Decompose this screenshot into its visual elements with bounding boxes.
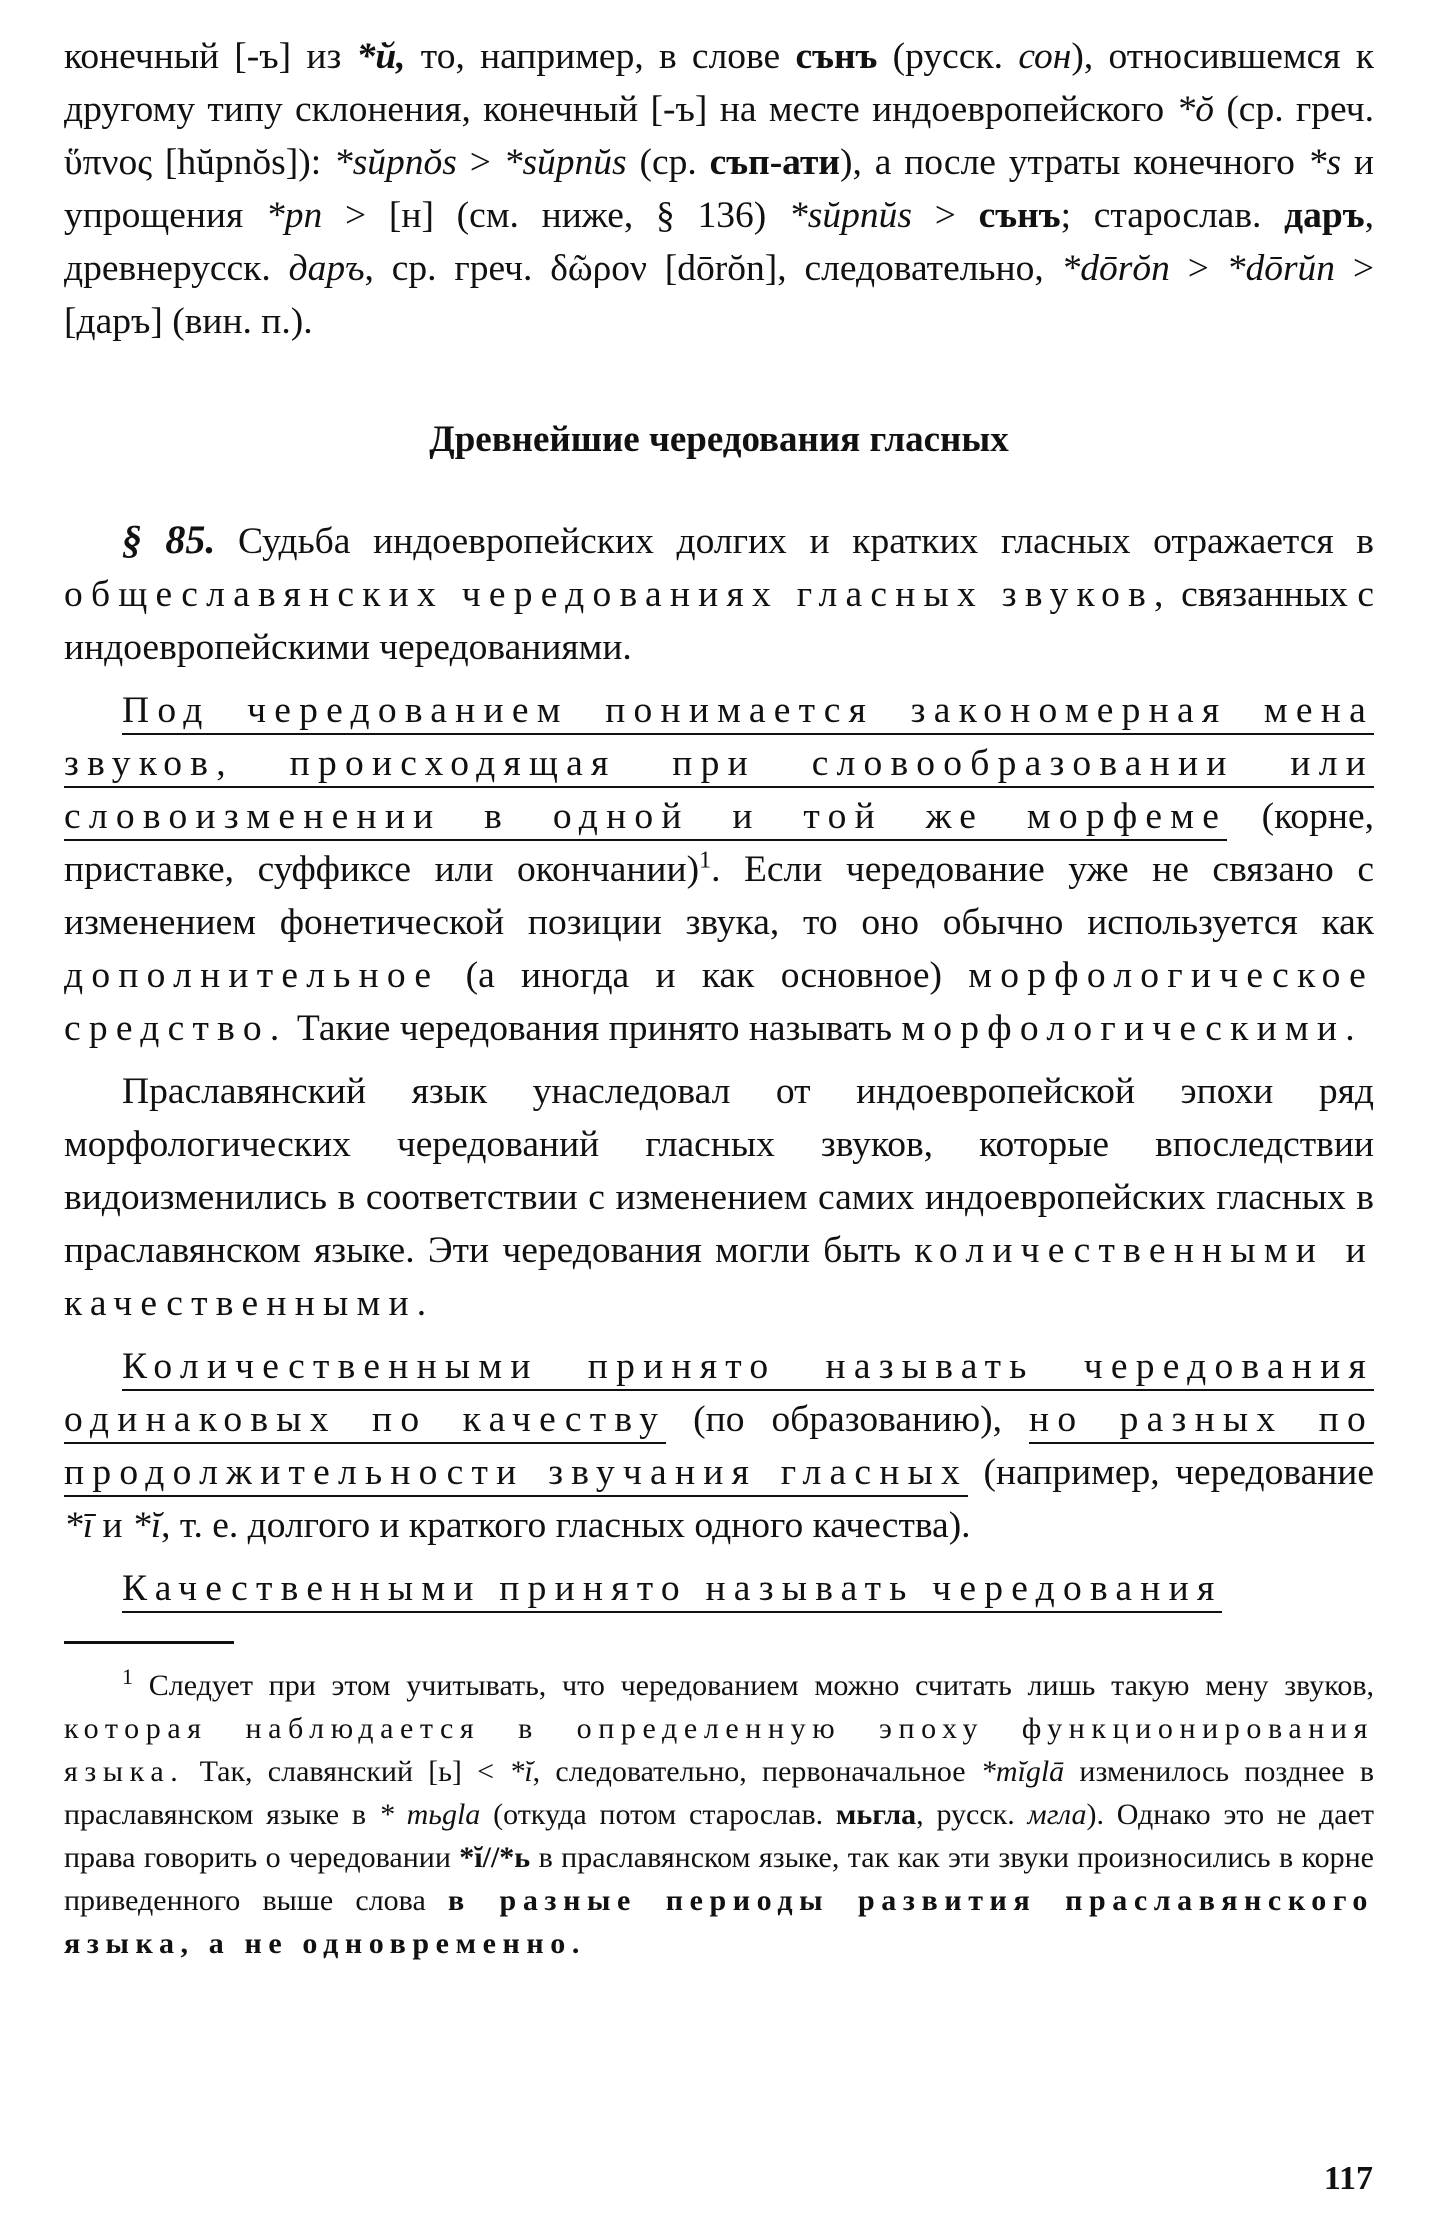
old-slavonic-word: сънъ bbox=[978, 195, 1061, 236]
text-run: *sŭpnŏs bbox=[333, 142, 457, 183]
text-run: (по образованию), bbox=[666, 1399, 1030, 1440]
text-run: Судьба индоевропейских долгих и кратких гласных отражается в bbox=[215, 521, 1375, 562]
spaced-emphasis: которая наблюдается в определенную эпоху функционирования языка. bbox=[64, 1712, 1374, 1788]
text-run: мгла bbox=[1027, 1798, 1087, 1831]
text-run: > bbox=[911, 195, 979, 236]
spaced-emphasis: общеславянских чередованиях гласных звуков, bbox=[64, 574, 1172, 615]
text-run: *й, bbox=[356, 36, 406, 77]
text-run: и упрощения bbox=[64, 142, 1374, 236]
text-run: Так, славянский [ь] < bbox=[184, 1755, 510, 1788]
text-run: *ĭ//*ь bbox=[459, 1841, 531, 1874]
text-run: , древнерусск. bbox=[64, 195, 1374, 289]
spaced-emphasis: количественными и качественными. bbox=[64, 1230, 1374, 1324]
text-run: изменилось позднее в праславянском языке в bbox=[64, 1755, 1374, 1831]
old-slavonic-word: мьгла bbox=[835, 1798, 917, 1831]
text-run: (например, чередование bbox=[968, 1452, 1374, 1493]
text-run: и bbox=[93, 1505, 132, 1546]
text-run: , русск. bbox=[916, 1798, 1028, 1831]
text-run: сон bbox=[1018, 36, 1072, 77]
text-run: (откуда потом старослав. bbox=[480, 1798, 836, 1831]
text-run: в праславянском языке, так как эти звуки произносились в корне приведенного выше слова bbox=[64, 1841, 1374, 1917]
underlined-definition: Количественными принято называть чередования одинаковых по качеству bbox=[64, 1346, 1374, 1444]
old-slavonic-word: даръ bbox=[1284, 195, 1365, 236]
text-run: , ср. греч. δῶρον [dōrŏn], следовательно, bbox=[364, 248, 1062, 289]
underlined-definition: Под чередованием понимается закономерная мена звуков, происходящая при словообразовании или словоизменении в одной и той же морфеме bbox=[64, 690, 1374, 841]
footnote-reference: 1 bbox=[699, 847, 712, 874]
text-run: (ср. bbox=[626, 142, 710, 183]
qualitative-paragraph bbox=[64, 1562, 1374, 1615]
old-slavonic-word: сънъ bbox=[795, 36, 878, 77]
section-paragraph-1 bbox=[64, 513, 1374, 674]
text-run: *pn bbox=[265, 195, 323, 236]
text-run: ; старослав. bbox=[1060, 195, 1285, 236]
text-run: > bbox=[1169, 248, 1227, 289]
text-run: *ĭ bbox=[132, 1505, 162, 1546]
text-run: , следовательно, первоначальное bbox=[532, 1755, 981, 1788]
text-run: > [даръ] (вин. п.). bbox=[64, 248, 1374, 342]
text-run: Такие чередования принято называть bbox=[287, 1008, 902, 1049]
text-run: * mьgla bbox=[378, 1798, 481, 1831]
text-run: *sŭpnŭs bbox=[503, 142, 627, 183]
text-run: Праславянский язык унаследовал от индоевропейской эпохи ряд морфологических чередований гласных звуков, которые впоследствии видоизменились в соответствии с изменением самих индоевропейских гласных в праславянском языке. Эти чередования могли быть bbox=[64, 1071, 1374, 1271]
inheritance-paragraph bbox=[64, 1065, 1374, 1330]
section-number: § 85. bbox=[122, 517, 216, 562]
text-run: *dōrŏn bbox=[1061, 248, 1170, 289]
text-run: ), относившемся к другому типу склонения, конечный [-ъ] на месте индоевропейского bbox=[64, 36, 1374, 130]
text-run: даръ bbox=[288, 248, 365, 289]
definition-paragraph bbox=[64, 684, 1374, 1055]
text-run: , т. е. долгого и краткого гласных одного качества). bbox=[161, 1505, 971, 1546]
text-run: ). Однако это не дает права говорить о чередовании bbox=[64, 1798, 1375, 1874]
underlined-definition: но разных по продолжительности звучания гласных bbox=[64, 1399, 1374, 1497]
text-run: то, например, в слове bbox=[405, 36, 796, 77]
spaced-emphasis: морфологическими. bbox=[901, 1008, 1363, 1049]
text-run: конечный [-ъ] из bbox=[64, 36, 357, 77]
book-page bbox=[64, 30, 1374, 1965]
text-run: *ŏ bbox=[1176, 89, 1214, 130]
text-run: > bbox=[456, 142, 504, 183]
text-run: *mĭglā bbox=[980, 1755, 1065, 1788]
text-run: > [н] (см. ниже, § 136) bbox=[322, 195, 789, 236]
text-run: (корне, приставке, суффиксе или окончании) bbox=[64, 796, 1374, 890]
text-run: (русск. bbox=[877, 36, 1019, 77]
text-run: *sŭpnŭs bbox=[789, 195, 912, 236]
text-run: *ī bbox=[64, 1505, 94, 1546]
underlined-definition: Качественными принято называть чередования bbox=[122, 1568, 1222, 1613]
old-slavonic-word: съп-ати bbox=[709, 142, 840, 183]
text-run: связанных с индоевропейскими чередованиями. bbox=[64, 574, 1374, 668]
text-run: *s bbox=[1307, 142, 1342, 183]
spaced-emphasis: в разные периоды развития праславянского языка, а не одновременно. bbox=[64, 1884, 1374, 1960]
text-run: Следует при этом учитывать, что чередованием можно считать лишь такую мену звуков, bbox=[133, 1669, 1374, 1702]
spaced-emphasis: морфологическое средство. bbox=[64, 955, 1374, 1049]
footnote-marker: 1 bbox=[122, 1664, 133, 1689]
text-run: (ср. греч. ὕπνος [hŭpnŏs]): bbox=[64, 89, 1374, 183]
text-run: *dōrŭn bbox=[1226, 248, 1336, 289]
section-heading: Древнейшие чередования гласных bbox=[429, 419, 1009, 460]
footnote bbox=[64, 1664, 1374, 1965]
spaced-emphasis: дополнительное bbox=[64, 955, 440, 996]
text-run: . Если чередование уже не связано с изменением фонетической позиции звука, то оно обычно используется как bbox=[64, 849, 1374, 943]
text-run: *ĭ bbox=[509, 1755, 533, 1788]
text-run: ), а после утраты конечного bbox=[840, 142, 1308, 183]
page-number: 117 bbox=[1323, 2160, 1373, 2197]
quantitative-paragraph bbox=[64, 1340, 1374, 1552]
text-run: (а иногда и как основное) bbox=[439, 955, 969, 996]
footnote-divider bbox=[64, 1641, 234, 1644]
continued-paragraph bbox=[64, 30, 1374, 348]
